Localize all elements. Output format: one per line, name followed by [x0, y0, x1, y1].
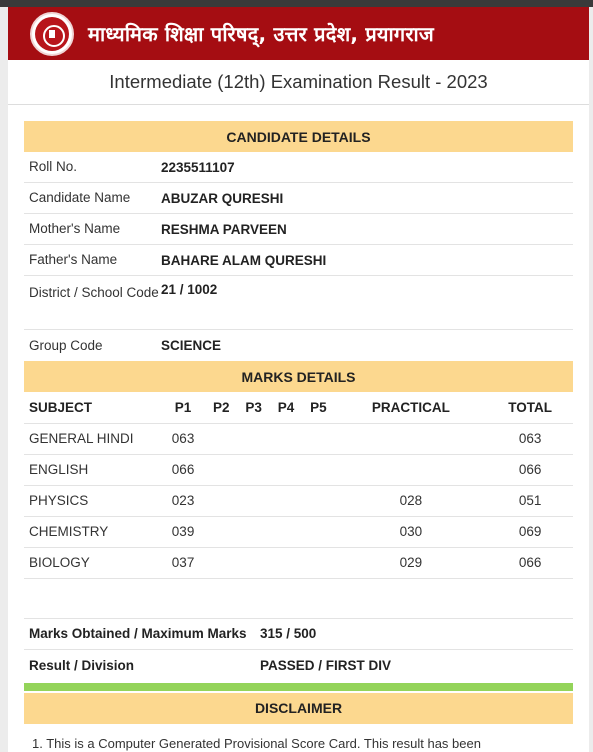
mother-name-row — [24, 214, 573, 245]
p2-cell — [205, 516, 237, 547]
subject-cell: ENGLISH — [24, 454, 161, 485]
roll-no-value: 2235511107 — [161, 159, 235, 175]
marks-header-row — [24, 392, 573, 423]
district-school-label: District / School Code — [29, 285, 159, 300]
practical-cell — [335, 423, 488, 454]
roll-no-row — [24, 152, 573, 183]
subject-cell: PHYSICS — [24, 485, 161, 516]
candidate-details-heading: CANDIDATE DETAILS — [24, 121, 573, 152]
result-division-value: PASSED / FIRST DIV — [260, 657, 392, 673]
p2-cell — [205, 485, 237, 516]
subject-cell: CHEMISTRY — [24, 516, 161, 547]
p1-cell: 037 — [161, 547, 205, 578]
marks-table — [24, 392, 573, 579]
table-row — [24, 454, 573, 485]
practical-cell: 029 — [335, 547, 488, 578]
candidate-name-value: ABUZAR QURESHI — [161, 190, 284, 206]
p3-cell — [237, 485, 269, 516]
p5-cell — [302, 516, 334, 547]
col-subject: SUBJECT — [24, 392, 161, 423]
practical-cell — [335, 454, 488, 485]
marks-obtained-value: 315 / 500 — [260, 626, 317, 641]
col-p3: P3 — [237, 392, 269, 423]
p5-cell — [302, 423, 334, 454]
p3-cell — [237, 516, 269, 547]
p4-cell — [270, 454, 302, 485]
p2-cell — [205, 454, 237, 485]
disclaimer-text: 1. This is a Computer Generated Provisional Score Card. This result has been — [32, 735, 481, 751]
browser-top-strip — [0, 0, 593, 7]
group-code-value: SCIENCE — [161, 338, 222, 353]
group-code-row — [24, 330, 573, 361]
header-banner — [8, 7, 589, 60]
total-cell: 063 — [487, 423, 573, 454]
candidate-name-label: Candidate Name — [29, 190, 131, 205]
mother-name-label: Mother's Name — [29, 221, 121, 236]
table-row — [24, 547, 573, 578]
p1-cell: 039 — [161, 516, 205, 547]
table-row — [24, 485, 573, 516]
p3-cell — [237, 454, 269, 485]
result-division-label: Result / Division — [29, 657, 135, 673]
table-row — [24, 516, 573, 547]
result-status-bar — [24, 683, 573, 691]
col-total: TOTAL — [487, 392, 573, 423]
candidate-name-row — [24, 183, 573, 214]
p5-cell — [302, 547, 334, 578]
father-name-row — [24, 245, 573, 276]
board-name: माध्यमिक शिक्षा परिषद्, उत्तर प्रदेश, प्रयागराज — [88, 22, 434, 46]
p1-cell: 066 — [161, 454, 205, 485]
father-name-value: BAHARE ALAM QURESHI — [161, 252, 327, 268]
p2-cell — [205, 547, 237, 578]
subject-cell: BIOLOGY — [24, 547, 161, 578]
p5-cell — [302, 485, 334, 516]
p4-cell — [270, 516, 302, 547]
p1-cell: 023 — [161, 485, 205, 516]
disclaimer-heading: DISCLAIMER — [24, 693, 573, 724]
p2-cell — [205, 423, 237, 454]
marks-spacer-row — [24, 579, 573, 619]
exam-title-bar — [8, 60, 589, 105]
total-cell: 069 — [487, 516, 573, 547]
col-p5: P5 — [302, 392, 334, 423]
marks-obtained-label: Marks Obtained / Maximum Marks — [29, 626, 247, 641]
father-name-label: Father's Name — [29, 252, 118, 267]
district-school-row — [24, 276, 573, 330]
col-p1: P1 — [161, 392, 205, 423]
p4-cell — [270, 423, 302, 454]
marks-details-heading: MARKS DETAILS — [24, 361, 573, 392]
col-practical: PRACTICAL — [335, 392, 488, 423]
p3-cell — [237, 423, 269, 454]
exam-title: Intermediate (12th) Examination Result - 2023 — [109, 71, 488, 92]
total-cell: 066 — [487, 547, 573, 578]
total-cell: 066 — [487, 454, 573, 485]
table-row — [24, 423, 573, 454]
col-p2: P2 — [205, 392, 237, 423]
p1-cell: 063 — [161, 423, 205, 454]
practical-cell: 030 — [335, 516, 488, 547]
marks-obtained-row — [24, 619, 573, 650]
mother-name-value: RESHMA PARVEEN — [161, 221, 287, 237]
result-card — [8, 7, 589, 752]
result-content — [8, 105, 589, 751]
result-division-row — [24, 650, 573, 681]
group-code-label: Group Code — [29, 337, 103, 353]
p4-cell — [270, 485, 302, 516]
subject-cell: GENERAL HINDI — [24, 423, 161, 454]
up-board-seal-icon — [30, 12, 74, 56]
total-cell: 051 — [487, 485, 573, 516]
roll-no-label: Roll No. — [29, 159, 78, 174]
col-p4: P4 — [270, 392, 302, 423]
p5-cell — [302, 454, 334, 485]
p4-cell — [270, 547, 302, 578]
district-school-value: 21 / 1002 — [161, 282, 218, 297]
practical-cell: 028 — [335, 485, 488, 516]
p3-cell — [237, 547, 269, 578]
